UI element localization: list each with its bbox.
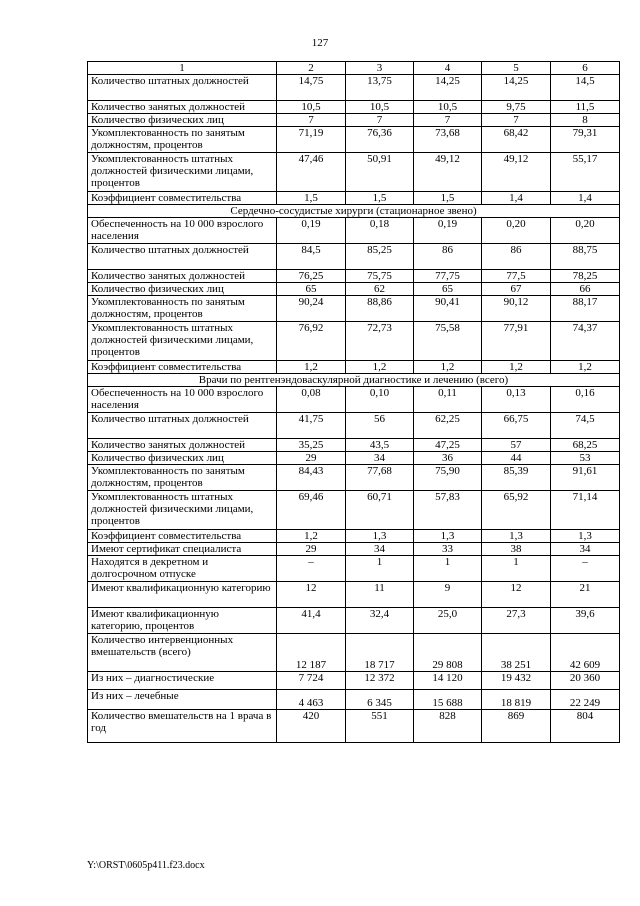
table-row xyxy=(88,608,620,634)
value-cell: 7 724 xyxy=(277,672,346,690)
value-cell: 86 xyxy=(414,244,482,270)
row-label: Укомплектованность по занятым должностям, процентов xyxy=(88,127,277,153)
row-label: Укомплектованность штатных должностей физическими лицами, процентов xyxy=(88,491,277,530)
value-cell: 50,91 xyxy=(346,153,414,192)
value-cell: 11,5 xyxy=(551,101,620,114)
value-cell: 7 xyxy=(346,114,414,127)
value-cell: 38 251 xyxy=(482,634,551,672)
value-cell: 14,75 xyxy=(277,75,346,101)
value-cell: 10,5 xyxy=(414,101,482,114)
value-cell: 1 xyxy=(414,556,482,582)
row-label: Количество штатных должностей xyxy=(88,413,277,439)
value-cell: 1,2 xyxy=(551,361,620,374)
value-cell: 71,19 xyxy=(277,127,346,153)
value-cell: 77,75 xyxy=(414,270,482,283)
value-cell: 33 xyxy=(414,543,482,556)
value-cell: 29 808 xyxy=(414,634,482,672)
table-row xyxy=(88,101,620,114)
table-row xyxy=(88,270,620,283)
value-cell: 0,11 xyxy=(414,387,482,413)
table-row xyxy=(88,556,620,582)
value-cell: 0,18 xyxy=(346,218,414,244)
value-cell: 1,3 xyxy=(551,530,620,543)
value-cell: 91,61 xyxy=(551,465,620,491)
value-cell: 77,5 xyxy=(482,270,551,283)
value-cell: 75,58 xyxy=(414,322,482,361)
value-cell: 34 xyxy=(346,543,414,556)
page-number: 127 xyxy=(311,37,329,49)
value-cell: 41,75 xyxy=(277,413,346,439)
table-row xyxy=(88,387,620,413)
value-cell: 6 345 xyxy=(346,690,414,710)
value-cell: 1,4 xyxy=(551,192,620,205)
value-cell: 85,25 xyxy=(346,244,414,270)
value-cell: 57,83 xyxy=(414,491,482,530)
table-row xyxy=(88,530,620,543)
value-cell: 34 xyxy=(551,543,620,556)
value-cell: 10,5 xyxy=(346,101,414,114)
value-cell: 15 688 xyxy=(414,690,482,710)
value-cell: 88,86 xyxy=(346,296,414,322)
value-cell: 76,92 xyxy=(277,322,346,361)
value-cell: 12 187 xyxy=(277,634,346,672)
value-cell: 90,41 xyxy=(414,296,482,322)
value-cell: 12 372 xyxy=(346,672,414,690)
value-cell: 36 xyxy=(414,452,482,465)
table-row xyxy=(88,465,620,491)
row-label: Количество занятых должностей xyxy=(88,439,277,452)
value-cell: 14 120 xyxy=(414,672,482,690)
value-cell: 49,12 xyxy=(414,153,482,192)
data-table xyxy=(87,61,620,743)
row-label: Количество физических лиц xyxy=(88,114,277,127)
table-row xyxy=(88,690,620,710)
header-cell: 3 xyxy=(346,62,414,75)
value-cell: 551 xyxy=(346,710,414,743)
row-label: Укомплектованность по занятым должностям, процентов xyxy=(88,465,277,491)
section-title: Врачи по рентгенэндоваскулярной диагностике и лечению (всего) xyxy=(88,374,620,387)
row-label: Количество вмешательств на 1 врача в год xyxy=(88,710,277,743)
value-cell: 19 432 xyxy=(482,672,551,690)
row-label: Коэффициент совместительства xyxy=(88,192,277,205)
table-row xyxy=(88,582,620,608)
table-row xyxy=(88,322,620,361)
value-cell: 1,3 xyxy=(482,530,551,543)
header-cell: 6 xyxy=(551,62,620,75)
row-label: Количество штатных должностей xyxy=(88,244,277,270)
value-cell: 68,25 xyxy=(551,439,620,452)
value-cell: 1,3 xyxy=(346,530,414,543)
value-cell: 9,75 xyxy=(482,101,551,114)
table-row xyxy=(88,244,620,270)
value-cell: 7 xyxy=(414,114,482,127)
value-cell: 60,71 xyxy=(346,491,414,530)
row-label: Обеспеченность на 10 000 взрослого населения xyxy=(88,218,277,244)
table-row xyxy=(88,192,620,205)
value-cell: 47,25 xyxy=(414,439,482,452)
value-cell: 1,2 xyxy=(346,361,414,374)
row-label: Находятся в декретном и долгосрочном отпуске xyxy=(88,556,277,582)
value-cell: – xyxy=(277,556,346,582)
value-cell: 78,25 xyxy=(551,270,620,283)
value-cell: 1,2 xyxy=(482,361,551,374)
table-row xyxy=(88,413,620,439)
value-cell: 39,6 xyxy=(551,608,620,634)
value-cell: 77,91 xyxy=(482,322,551,361)
table-row xyxy=(88,491,620,530)
value-cell: 85,39 xyxy=(482,465,551,491)
value-cell: 0,13 xyxy=(482,387,551,413)
table-row xyxy=(88,439,620,452)
value-cell: 14,5 xyxy=(551,75,620,101)
table-row xyxy=(88,296,620,322)
header-cell: 4 xyxy=(414,62,482,75)
value-cell: 44 xyxy=(482,452,551,465)
value-cell: 35,25 xyxy=(277,439,346,452)
table-row xyxy=(88,634,620,672)
row-label: Количество занятых должностей xyxy=(88,101,277,114)
value-cell: 1,2 xyxy=(277,361,346,374)
row-label: Количество занятых должностей xyxy=(88,270,277,283)
value-cell: 41,4 xyxy=(277,608,346,634)
value-cell: 29 xyxy=(277,452,346,465)
row-label: Имеют квалификационную категорию, процентов xyxy=(88,608,277,634)
table-row xyxy=(88,452,620,465)
value-cell: 0,20 xyxy=(551,218,620,244)
value-cell: 42 609 xyxy=(551,634,620,672)
row-label: Количество штатных должностей xyxy=(88,75,277,101)
value-cell: 57 xyxy=(482,439,551,452)
value-cell: 86 xyxy=(482,244,551,270)
header-cell: 1 xyxy=(88,62,277,75)
row-label: Количество интервенционных вмешательств (всего) xyxy=(88,634,277,672)
row-label: Коэффициент совместительства xyxy=(88,530,277,543)
value-cell: 84,43 xyxy=(277,465,346,491)
value-cell: 0,16 xyxy=(551,387,620,413)
section-row xyxy=(88,205,620,218)
value-cell: 38 xyxy=(482,543,551,556)
value-cell: 49,12 xyxy=(482,153,551,192)
value-cell: 68,42 xyxy=(482,127,551,153)
value-cell: 65,92 xyxy=(482,491,551,530)
value-cell: 62 xyxy=(346,283,414,296)
row-label: Укомплектованность по занятым должностям, процентов xyxy=(88,296,277,322)
value-cell: 53 xyxy=(551,452,620,465)
value-cell: 56 xyxy=(346,413,414,439)
value-cell: 76,36 xyxy=(346,127,414,153)
value-cell: 1 xyxy=(346,556,414,582)
file-path-footer: Y:\ORST\0605p411.f23.docx xyxy=(87,860,205,871)
value-cell: 420 xyxy=(277,710,346,743)
table-row xyxy=(88,218,620,244)
value-cell: 22 249 xyxy=(551,690,620,710)
value-cell: 0,19 xyxy=(277,218,346,244)
value-cell: 27,3 xyxy=(482,608,551,634)
value-cell: 77,68 xyxy=(346,465,414,491)
table-row xyxy=(88,153,620,192)
value-cell: 69,46 xyxy=(277,491,346,530)
value-cell: 71,14 xyxy=(551,491,620,530)
row-label: Имеют квалификационную категорию xyxy=(88,582,277,608)
value-cell: 18 819 xyxy=(482,690,551,710)
value-cell: 84,5 xyxy=(277,244,346,270)
value-cell: 20 360 xyxy=(551,672,620,690)
value-cell: 65 xyxy=(414,283,482,296)
value-cell: 21 xyxy=(551,582,620,608)
header-cell: 2 xyxy=(277,62,346,75)
header-cell: 5 xyxy=(482,62,551,75)
row-label: Укомплектованность штатных должностей физическими лицами, процентов xyxy=(88,153,277,192)
value-cell: 1 xyxy=(482,556,551,582)
row-label: Имеют сертификат специалиста xyxy=(88,543,277,556)
value-cell: 8 xyxy=(551,114,620,127)
row-label: Укомплектованность штатных должностей физическими лицами, процентов xyxy=(88,322,277,361)
row-label: Коэффициент совместительства xyxy=(88,361,277,374)
value-cell: 828 xyxy=(414,710,482,743)
value-cell: 12 xyxy=(482,582,551,608)
value-cell: 32,4 xyxy=(346,608,414,634)
value-cell: 29 xyxy=(277,543,346,556)
table-body xyxy=(88,62,620,743)
value-cell: 90,12 xyxy=(482,296,551,322)
value-cell: 25,0 xyxy=(414,608,482,634)
value-cell: 1,2 xyxy=(277,530,346,543)
table-row xyxy=(88,127,620,153)
value-cell: 72,73 xyxy=(346,322,414,361)
value-cell: 55,17 xyxy=(551,153,620,192)
value-cell: 74,5 xyxy=(551,413,620,439)
value-cell: 88,17 xyxy=(551,296,620,322)
value-cell: 1,5 xyxy=(346,192,414,205)
value-cell: 4 463 xyxy=(277,690,346,710)
value-cell: 9 xyxy=(414,582,482,608)
table-row xyxy=(88,543,620,556)
table-row xyxy=(88,672,620,690)
value-cell: 0,10 xyxy=(346,387,414,413)
value-cell: 88,75 xyxy=(551,244,620,270)
row-label: Обеспеченность на 10 000 взрослого населения xyxy=(88,387,277,413)
value-cell: 90,24 xyxy=(277,296,346,322)
value-cell: 12 xyxy=(277,582,346,608)
value-cell: 11 xyxy=(346,582,414,608)
value-cell: – xyxy=(551,556,620,582)
row-label: Количество физических лиц xyxy=(88,452,277,465)
value-cell: 75,75 xyxy=(346,270,414,283)
value-cell: 14,25 xyxy=(482,75,551,101)
section-row xyxy=(88,374,620,387)
table-row xyxy=(88,75,620,101)
row-label: Количество физических лиц xyxy=(88,283,277,296)
value-cell: 18 717 xyxy=(346,634,414,672)
value-cell: 14,25 xyxy=(414,75,482,101)
value-cell: 76,25 xyxy=(277,270,346,283)
value-cell: 804 xyxy=(551,710,620,743)
value-cell: 75,90 xyxy=(414,465,482,491)
value-cell: 0,20 xyxy=(482,218,551,244)
header-row xyxy=(88,62,620,75)
value-cell: 1,5 xyxy=(414,192,482,205)
value-cell: 79,31 xyxy=(551,127,620,153)
value-cell: 66,75 xyxy=(482,413,551,439)
value-cell: 34 xyxy=(346,452,414,465)
row-label: Из них – лечебные xyxy=(88,690,277,710)
section-title: Сердечно-сосудистые хирурги (стационарное звено) xyxy=(88,205,620,218)
value-cell: 73,68 xyxy=(414,127,482,153)
value-cell: 0,08 xyxy=(277,387,346,413)
value-cell: 869 xyxy=(482,710,551,743)
value-cell: 65 xyxy=(277,283,346,296)
value-cell: 66 xyxy=(551,283,620,296)
value-cell: 7 xyxy=(482,114,551,127)
value-cell: 0,19 xyxy=(414,218,482,244)
value-cell: 1,4 xyxy=(482,192,551,205)
value-cell: 1,3 xyxy=(414,530,482,543)
value-cell: 1,5 xyxy=(277,192,346,205)
value-cell: 62,25 xyxy=(414,413,482,439)
value-cell: 47,46 xyxy=(277,153,346,192)
value-cell: 67 xyxy=(482,283,551,296)
table-row xyxy=(88,710,620,743)
value-cell: 74,37 xyxy=(551,322,620,361)
table-row xyxy=(88,361,620,374)
row-label: Из них – диагностические xyxy=(88,672,277,690)
table-row xyxy=(88,114,620,127)
value-cell: 1,2 xyxy=(414,361,482,374)
table-row xyxy=(88,283,620,296)
value-cell: 43,5 xyxy=(346,439,414,452)
value-cell: 7 xyxy=(277,114,346,127)
value-cell: 13,75 xyxy=(346,75,414,101)
value-cell: 10,5 xyxy=(277,101,346,114)
